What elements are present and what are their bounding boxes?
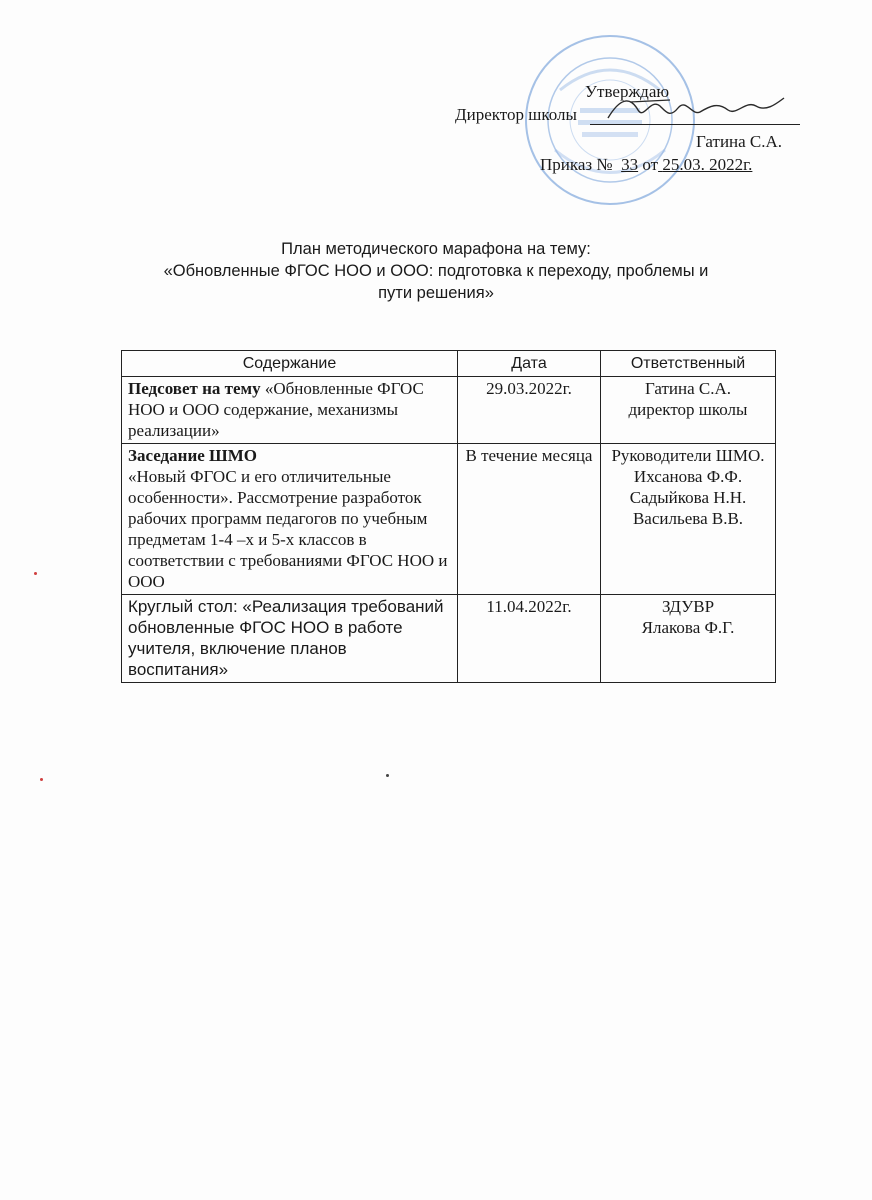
- row-1-date: 29.03.2022г.: [458, 377, 601, 444]
- table-row: [122, 595, 776, 683]
- order-line: [540, 155, 752, 175]
- row-3-content: Круглый стол: «Реализация требований обновленные ФГОС НОО в работе учителя, включение планов воспитания»: [122, 595, 458, 683]
- row-3-responsible: ЗДУВР Ялакова Ф.Г.: [601, 595, 776, 683]
- row-1-content: Педсовет на тему «Обновленные ФГОС НОО и ООО содержание, механизмы реализации»: [122, 377, 458, 444]
- scan-speck: [386, 774, 389, 777]
- order-prefix: Приказ №: [540, 155, 613, 174]
- row-2-responsible: Руководители ШМО. Ихсанова Ф.Ф. Садыйкова Н.Н. Васильева В.В.: [601, 444, 776, 595]
- scan-speck: [40, 778, 43, 781]
- header-responsible: Ответственный: [601, 351, 776, 377]
- title-line-1: План методического марафона на тему:: [281, 240, 591, 258]
- header-date: Дата: [458, 351, 601, 377]
- title-line-2: «Обновленные ФГОС НОО и ООО: подготовка к переходу, проблемы и: [163, 262, 709, 280]
- document-title: [120, 238, 752, 304]
- row-3-date: 11.04.2022г.: [458, 595, 601, 683]
- director-signature: [600, 88, 790, 128]
- row-1-responsible: Гатина С.А. директор школы: [601, 377, 776, 444]
- title-line-3: пути решения»: [378, 284, 494, 302]
- approval-block: [0, 0, 872, 200]
- table-header-row: [122, 351, 776, 377]
- order-from: от: [642, 155, 659, 174]
- scan-speck: [34, 572, 37, 575]
- order-date: 25.03. 2022г.: [662, 155, 753, 174]
- header-content: Содержание: [122, 351, 458, 377]
- row-2-content: Заседание ШМО «Новый ФГОС и его отличительные особенности». Рассмотрение разработок рабочих программ педагогов по учебным предметам 1-4 –х и 5-х классов в соответствии с требованиями ФГОС НОО и ООО: [122, 444, 458, 595]
- director-name: Гатина С.А.: [696, 132, 783, 151]
- director-title: Директор школы: [455, 105, 577, 124]
- table-row: [122, 377, 776, 444]
- order-number: 33: [621, 155, 639, 174]
- table-row: [122, 444, 776, 595]
- row-2-date: В течение месяца: [458, 444, 601, 595]
- plan-table: [121, 350, 776, 683]
- approve-label: Утверждаю: [585, 82, 670, 101]
